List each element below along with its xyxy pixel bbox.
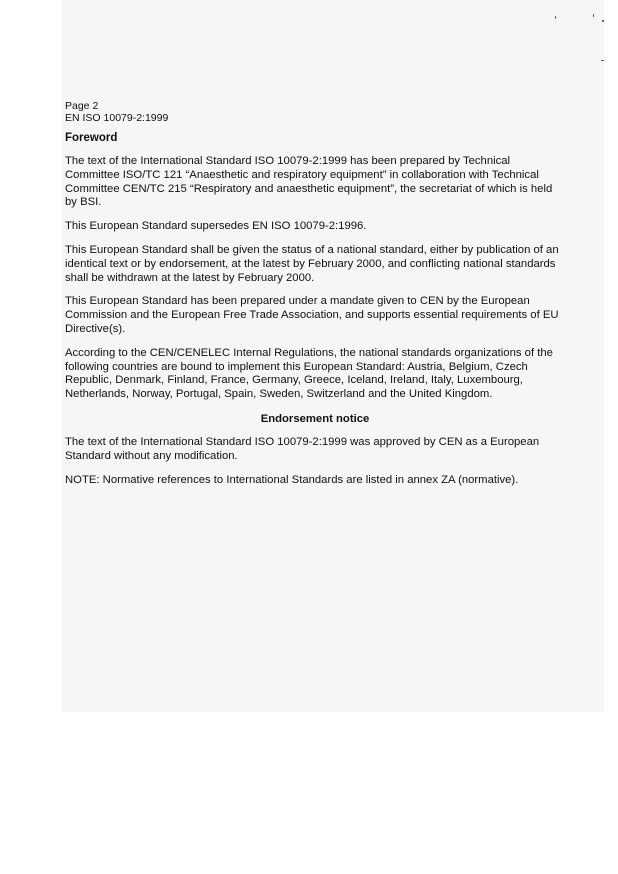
scan-speck bbox=[602, 20, 604, 22]
foreword-heading: Foreword bbox=[65, 132, 118, 144]
endorsement-text: The text of the International Standard ISO 10079-2:1999 was approved by CEN as a European Standard without any modification. bbox=[65, 435, 540, 462]
document-content bbox=[65, 100, 565, 497]
foreword-paragraph: This European Standard shall be given the status of a national standard, either by publication of an identical text or by endorsement, at the latest by February 2000, and conflicting national standards shall be withdrawn at the latest by February 2000. bbox=[65, 243, 559, 284]
scan-speck bbox=[593, 14, 594, 17]
foreword-paragraph: This European Standard has been prepared under a mandate given to CEN by the European Commission and the European Free Trade Association, and supports essential requirements of EU Directive(s). bbox=[65, 295, 559, 335]
foreword-paragraph: This European Standard supersedes EN ISO 10079-2:1996. bbox=[65, 220, 367, 233]
standard-reference: EN ISO 10079-2:1999 bbox=[65, 112, 169, 124]
foreword-paragraph: According to the CEN/CENELEC Internal Regulations, the national standards organizations of the following countries are bound to implement this European Standard: Austria, Belgium, Czech Republic, Denmark, Finland, France, Germany, Greece, Iceland, Ireland, Italy, Luxembourg, Netherlands, Norway, Portugal, Spain, Sweden, Switzerland and the United Kingdom. bbox=[65, 346, 553, 401]
normative-note: NOTE: Normative references to International Standards are listed in annex ZA (normative). bbox=[65, 473, 519, 486]
page-number: Page 2 bbox=[65, 100, 99, 112]
foreword-paragraph: The text of the International Standard ISO 10079-2:1999 has been prepared by Technical Committee ISO/TC 121 “Anaesthetic and respiratory equipment” in collaboration with Technical Committee CEN/TC 215 “Respiratory and anaesthetic equipment”, the secretariat of which is held by BSI. bbox=[65, 155, 553, 209]
scan-speck bbox=[601, 60, 604, 61]
scan-speck bbox=[555, 16, 556, 19]
endorsement-heading: Endorsement notice bbox=[260, 412, 370, 425]
